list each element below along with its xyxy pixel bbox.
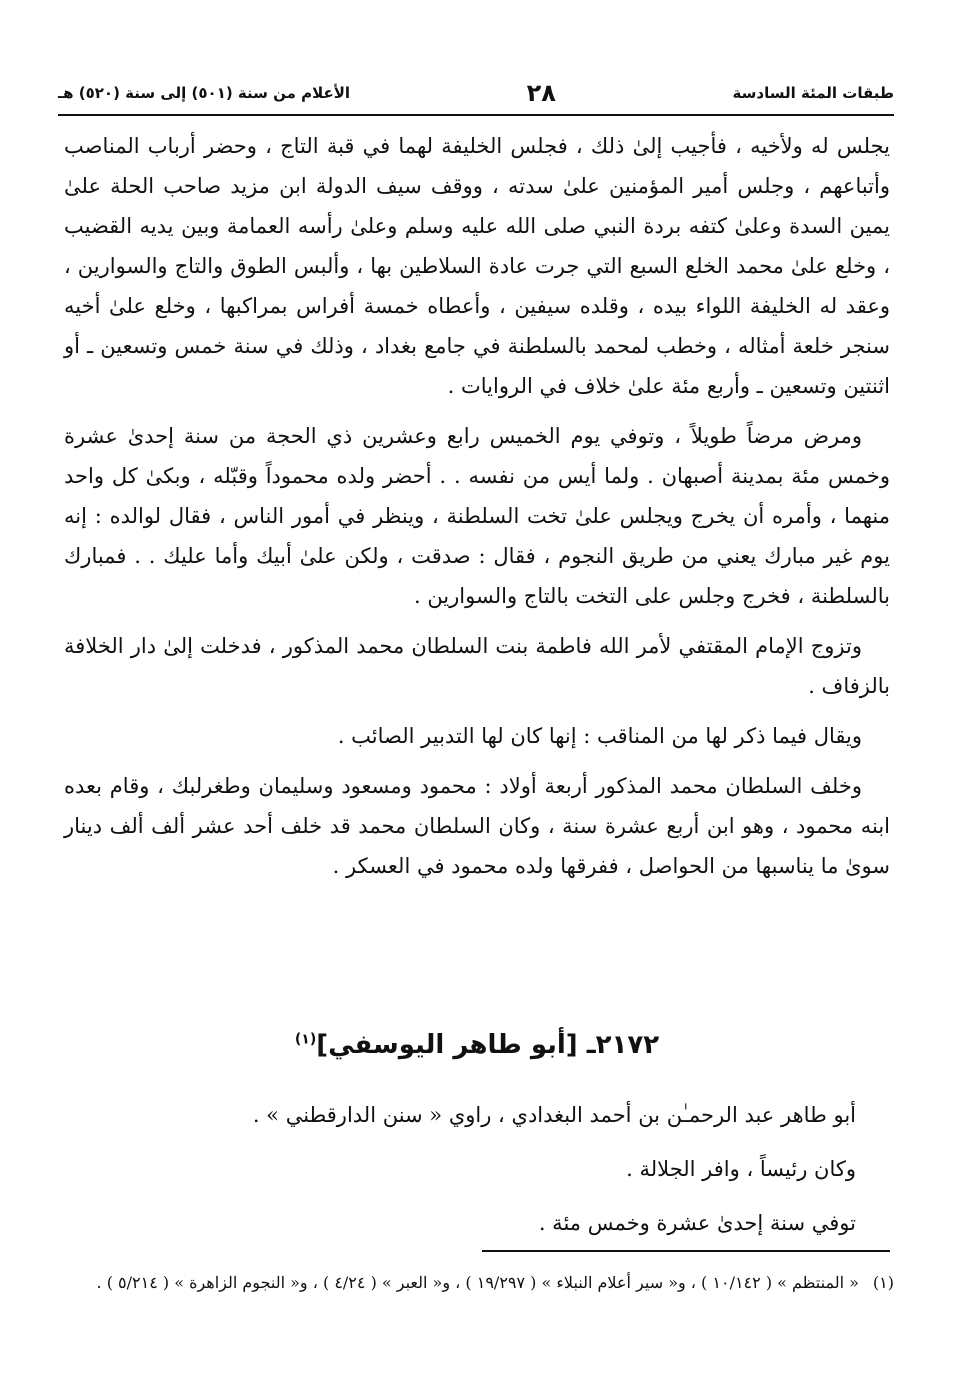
header-divider [58,114,894,116]
main-text [64,126,890,896]
footnote-marker: (١) [872,1273,894,1292]
footnote-divider [482,1250,890,1252]
page-number: ٢٨ [526,79,556,107]
paragraph: ومرض مرضاً طويلاً ، وتوفي يوم الخميس رابع وعشرين ذي الحجة من سنة إحدىٰ عشرة وخمس مئة بمدينة أصبهان . ولما أيس من نفسه . . أحضر ولده محموداً وقبّله ، وبكىٰ كل واحد منهما ، وأمره أن يخرج ويجلس علىٰ تخت السلطنة ، وينظر في أمور الناس ، فقال لوالده : إنه يوم غير مبارك يعني من طريق النجوم ، فقال : صدقت ، ولكن علىٰ أبيك وأما عليك . . فمبارك بالسلطنة ، فخرج وجلس على التخت بالتاج والسوارين . [64,424,890,608]
entry-text [64,1088,856,1250]
entry-heading [64,1030,890,1060]
paragraph: ويقال فيما ذكر لها من المناقب : إنها كان لها التدبير الصائب . [337,724,862,748]
paragraph: وتزوج الإمام المقتفي لأمر الله فاطمة بنت السلطان محمد المذكور ، فدخلت إلىٰ دار الخلافة بالزفاف . [64,634,890,698]
page-header [58,76,894,110]
footnote-reference[interactable]: (١) [294,1031,317,1048]
entry-line: توفي سنة إحدىٰ عشرة وخمس مئة . [538,1211,856,1235]
paragraph: يجلس له ولأخيه ، فأجيب إلىٰ ذلك ، فجلس الخليفة لهما في قبة التاج ، وحضر أرباب المناصب وأتباعهم ، وجلس أمير المؤمنين علىٰ سدته ، ووقف سيف الدولة ابن مزيد صاحب الحلة علىٰ يمين السدة وعلىٰ كتفه بردة النبي صلى الله عليه وسلم وعلىٰ رأسه العمامة وبين يديه القضيب ، وخلع علىٰ محمد الخلع السبع التي جرت عادة السلاطين بها ، وألبس الطوق والتاج والسوارين ، وعقد له الخليفة اللواء بيده ، وقلده سيفين ، وأعطاه خمسة أفراس بمراكبها ، وخلع علىٰ أخيه سنجر خلعة أمثاله ، وخطب لمحمد بالسلطنة في جامع بغداد ، وذلك في سنة خمس وتسعين ـ أو اثنتين وتسعين ـ وأربع مئة علىٰ خلاف في الروايات . [64,134,890,398]
footnote [64,1268,894,1298]
footnote-text: « المنتظم » ( ١٠/١٤٢ ) ، و« سير أعلام النبلاء » ( ١٩/٢٩٧ ) ، و« العبر » ( ٤/٢٤ ) ، و« النجوم الزاهرة » ( ٥/٢١٤ ) . [96,1273,859,1292]
entry-line: وكان رئيساً ، وافر الجلالة . [626,1157,856,1181]
entry-line: أبو طاهر عبد الرحمـٰن بن أحمد البغدادي ، راوي « سنن الدارقطني » . [252,1103,856,1127]
header-section-title: الأعلام من سنة (٥٠١) إلى سنة (٥٢٠) هـ [58,84,351,102]
entry-title-text: ٢١٧٢ـ [أبو طاهر اليوسفي] [316,1030,660,1060]
header-book-title: طبقات المئة السادسة [732,84,894,102]
paragraph: وخلف السلطان محمد المذكور أربعة أولاد : محمود ومسعود وسليمان وطغرلبك ، وقام بعده ابنه محمود ، وهو ابن أربع عشرة سنة ، وكان السلطان محمد قد خلف أحد عشر ألف ألف دينار سوىٰ ما يناسبها من الحواصل ، ففرقها ولده محمود في العسكر . [64,774,890,878]
